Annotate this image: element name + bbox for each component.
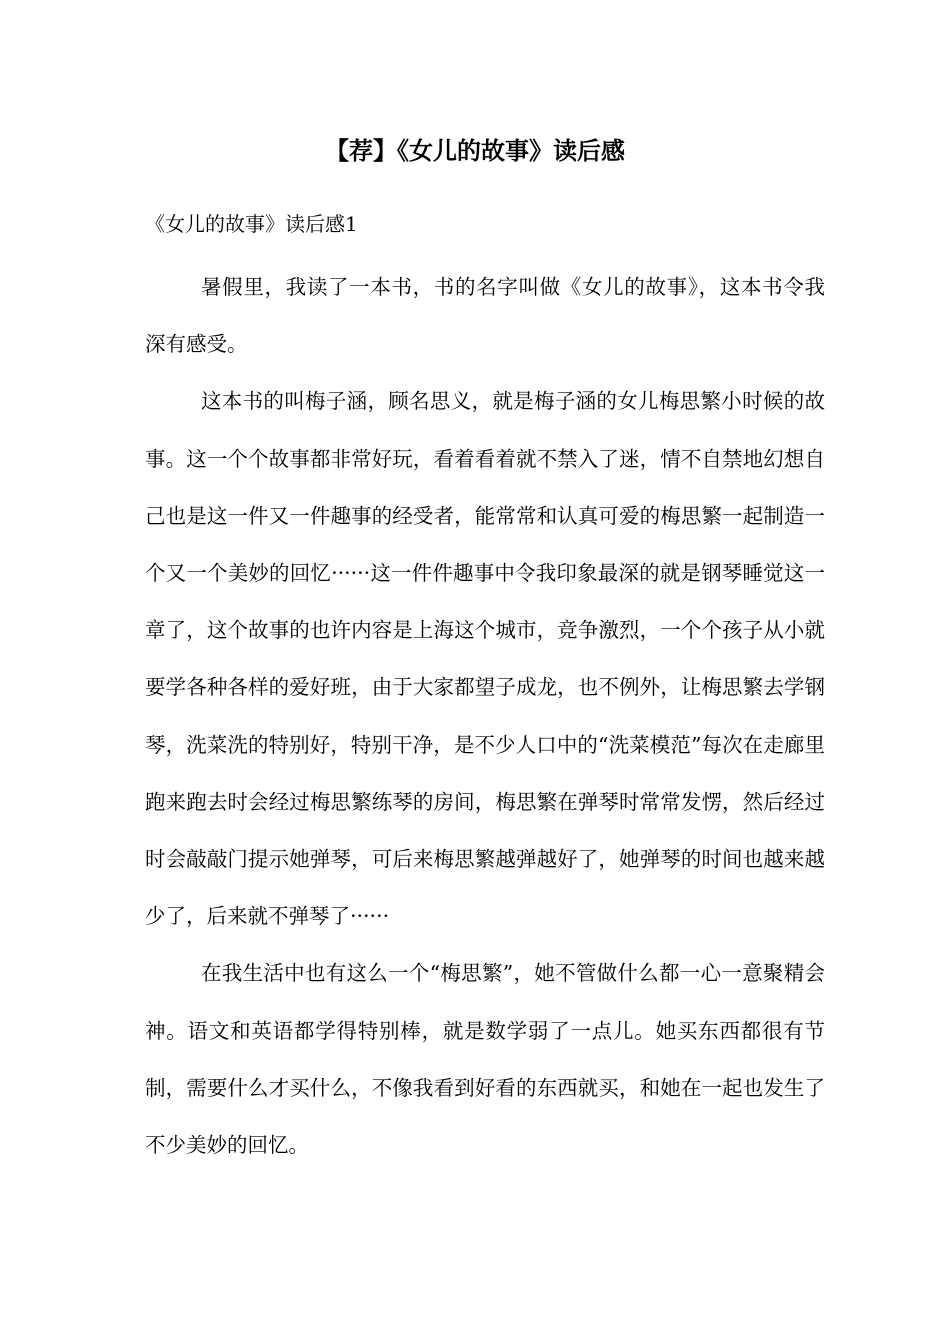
document-title: 【荐】《女儿的故事》读后感 [325,136,625,165]
paragraph-3: 在我生活中也有这么一个“梅思繁”，她不管做什么都一心一意聚精会神。语文和英语都学得特别棒，就是数学弱了一点儿。她买东西都很有节制，需要什么才买什么，不像我看到好看的东西就买，和她在一起也发生了不少美妙的回忆。 [145,961,825,1158]
section-heading: 《女儿的故事》读后感1 [145,212,358,236]
paragraph-1: 暑假里，我读了一本书，书的名字叫做《女儿的故事》，这本书令我深有感受。 [145,275,825,357]
document-body [145,259,825,1174]
paragraph-2: 这本书的叫梅子涵，顾名思义，就是梅子涵的女儿梅思繁小时候的故事。这一个个故事都非常好玩，看着看着就不禁入了迷，情不自禁地幻想自己也是这一件又一件趣事的经受者，能常常和认真可爱的梅思繁一起制造一个又一个美妙的回忆······这一件件趣事中令我印象最深的就是钢琴睡觉这一章了，这个故事的也许内容是上海这个城市，竞争激烈，一个个孩子从小就要学各种各样的爱好班，由于大家都望子成龙，也不例外，让梅思繁去学钢琴，洗菜洗的特别好，特别干净，是不少人口中的“洗菜模范”每次在走廊里跑来跑去时会经过梅思繁练琴的房间，梅思繁在弹琴时常常发愣，然后经过时会敲敲门提示她弹琴，可后来梅思繁越弹越好了，她弹琴的时间也越来越少了，后来就不弹琴了······ [145,389,825,929]
